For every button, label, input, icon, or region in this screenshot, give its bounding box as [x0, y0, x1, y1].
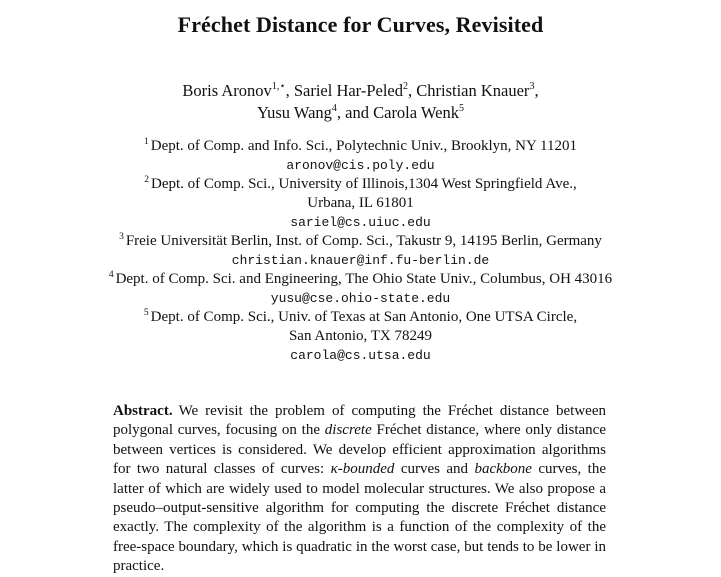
affiliation-list — [0, 137, 721, 365]
author-line-2 — [0, 102, 721, 124]
author-name: Yusu Wang — [256, 103, 332, 122]
author-separator: , — [285, 81, 294, 100]
author-name: Boris Aronov — [182, 81, 272, 100]
author-separator: , — [408, 81, 417, 100]
affiliation-line — [0, 232, 721, 251]
affiliation-number: 1 — [144, 137, 149, 147]
affiliation-text: Dept. of Comp. Sci. and Engineering, The Ohio State Univ., Columbus, OH 43016 — [115, 271, 613, 287]
abstract-label: Abstract. — [113, 403, 173, 419]
affiliation-number: 5 — [143, 308, 149, 318]
affiliation-text: Dept. of Comp. Sci., University of Illinois,1304 West Springfield Ave., — [151, 176, 577, 192]
abstract-text: Fréchet distance, where only distance between vertices is considered. We develop efficient approximation algorithms for two natural classes of curves: — [113, 422, 606, 478]
affiliation-number: 4 — [108, 270, 114, 280]
affiliation-line: San Antonio, TX 78249 — [288, 328, 433, 344]
author-affil-mark: 3 — [529, 81, 535, 92]
author-separator: , — [534, 81, 539, 100]
author-affil-mark: 2 — [403, 81, 408, 92]
author-affil-mark: 5 — [459, 103, 464, 114]
affiliation-number: 3 — [119, 232, 124, 242]
affiliation-email: sariel@cs.uiuc.edu — [290, 215, 431, 230]
author-affil-mark: 1,⋆ — [271, 81, 286, 92]
paper-title: Fréchet Distance for Curves, Revisited — [177, 12, 544, 37]
author-list — [0, 80, 721, 124]
abstract-emphasis: κ-bounded — [330, 461, 395, 478]
affiliation-email: aronov@cis.poly.edu — [286, 158, 435, 173]
author-affil-mark: 4 — [331, 103, 337, 114]
author-line-1 — [0, 80, 721, 102]
affiliation-line: Urbana, IL 61801 — [307, 195, 414, 211]
abstract-text: We revisit the problem of computing the Fréchet distance between polygonal curves, focusing on the — [113, 403, 606, 439]
affiliation-line — [0, 175, 721, 194]
author-name: Christian Knauer — [416, 81, 530, 100]
author-separator: , and — [336, 103, 374, 122]
abstract — [113, 402, 606, 577]
affiliation-email: christian.knauer@inf.fu-berlin.de — [231, 253, 490, 268]
abstract-text: curves and — [394, 461, 475, 478]
affiliation-text: Dept. of Comp. Sci., Univ. of Texas at San Antonio, One UTSA Circle, — [150, 309, 578, 325]
affiliation-line — [0, 270, 721, 289]
abstract-emphasis: backbone — [474, 461, 532, 478]
affiliation-text: Dept. of Comp. and Info. Sci., Polytechnic Univ., Brooklyn, NY 11201 — [150, 138, 577, 154]
affiliation-email: carola@cs.utsa.edu — [290, 348, 431, 363]
affiliation-line — [0, 137, 721, 156]
author-name: Sariel Har-Peled — [293, 81, 403, 100]
abstract-emphasis: discrete — [324, 422, 372, 439]
affiliation-number: 2 — [144, 175, 150, 185]
author-name: Carola Wenk — [373, 103, 459, 122]
affiliation-text: Freie Universität Berlin, Inst. of Comp. Sci., Takustr 9, 14195 Berlin, Germany — [125, 233, 602, 249]
affiliation-email: yusu@cse.ohio-state.edu — [270, 291, 451, 306]
abstract-text: curves, the latter of which are widely used to model molecular structures. We also propose a pseudo–output-sensitive algorithm for computing the discrete Fréchet distance exactly. The complexity of the algorithm is a function of the complexity of the free-space boundary, which is quadratic in the worst case, but tends to be lower in practice. — [113, 461, 606, 575]
affiliation-line — [0, 308, 721, 327]
